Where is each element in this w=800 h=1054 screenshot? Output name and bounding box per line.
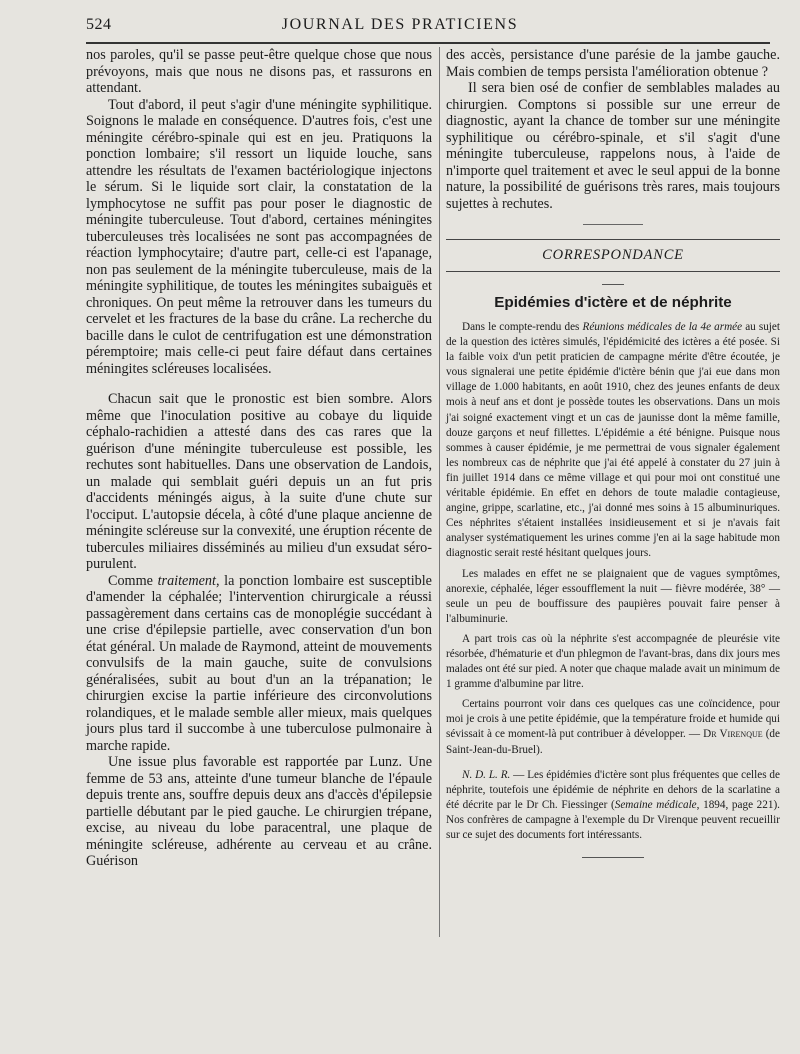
editor-note-lead: — Les épidémies d'ictère sont plus fréquentes que celles de néphrite, toutefois une épidémie de néphrite en dehors de la scarlatine a été décrite par le Dr Ch. Fiessinger ( [446,768,780,811]
letter-p4-body: Certains pourront voir dans ces quelques cas une coïncidence, pour moi je crois à une petite épidémie, que la température froide et humide qui sévissait à ce moment-là put contribuer à développer. — [446,698,780,741]
p4-body: , la ponction lombaire est susceptible d'amender la céphalée; l'intervention chirurgicale a réussi passagèrement dans certains cas de monoplégie succédant à une crise d'épilepsie partielle, avec conservation d'un bon état général. Un malade de Raymond, atteint de mouvements convulsifs de la main gauche, suite de convulsions généralisées, subit au bout d'un an la trépanation; le chirurgien excise la partie inférieure des circonvolutions rolandiques, et le malade semble aller mieux, mais quelques jours plus tard il succombe à une tuberculose pulmonaire à marche rapide. [86,572,432,754]
journal-title: JOURNAL DES PRATICIENS [281,16,519,33]
left-column [86,47,432,870]
paragraph-gap [86,377,432,391]
section-separator [583,224,643,225]
p4-lead: Comme [108,572,158,589]
article-title: Epidémies d'ictère et de néphrite [494,294,732,311]
column-divider [439,47,440,937]
title-ornament [602,284,624,285]
right-paragraph-1: des accès, persistance d'une parésie de la jambe gauche. Mais combien de temps persista l'amélioration obtenue ? [446,47,780,80]
letter-signature-place: (de Saint-Jean-du-Bruel). [446,728,780,756]
letter-paragraph-1 [446,320,780,562]
letter-paragraph-4 [446,697,780,757]
editor-note-body: , 1894, page 221). Nos confrères de campagne à l'exemple du Dr Virenque peuvent recueillir sur ce sujet des documents fort intéressants. [446,798,780,841]
letter-p1-body: au sujet de la question des ictères simulés, l'épidémicité des ictères a été posée. Si la faible voix d'un petit praticien de campagne mérite d'être écoutée, je vous signalerai une petite épidémie d'ictère bénin que j'ai eue dans mon village de 1.000 habitants, en août 1910, chez des jeunes enfants de deux mois à neuf ans et dont je possède toutes les observations. Dans un mois j'ai soigné exactement vingt et un cas de jaunisse dont la même famille, douze garçons et neuf fillettes. L'épidémie a été bénigne. Puisque nous sommes à causer épidémie, je me permettrai de vous signaler également les nombreux cas de néphrite que j'ai été appelé à constater du 27 juin à fin juillet 1914 dans ce même village et qui pour moi ont constitué une véritable épidémie. En effet en dehors de toute maladie contagieuse, angine, grippe, scarlatine, etc., j'ai donné mes soins à 15 albuminuriques. Ces néphrites s'étaient installées insidieusement et si je n'avais fait analyser systématiquement les urines comme j'en ai la sage habitude mon diagnostic serait resté hésitant quelques jours. [446,321,780,560]
right-paragraph-2: Il sera bien osé de confier de semblables malades au chirurgien. Comptons si possible sur une erreur de diagnostic, ayant la chance de tomber sur une méningite syphilitique ou cérébro-spinale, et s'il s'agit d'une méningite tuberculeuse, rappelons nous, à l'aide de n'importe quel traitement et avec le seul appui de la bonne nature, la possibilité de guérisons très rares, mais toujours sujettes à rechutes. [446,80,780,212]
page-number: 524 [86,16,112,33]
left-paragraph-4 [86,573,432,755]
section-heading: CORRESPONDANCE [446,239,780,272]
left-paragraph-5: Une issue plus favorable est rapportée par Lunz. Une femme de 53 ans, atteinte d'une tumeur blanche de l'épaule depuis trente ans, souffre depuis deux ans d'accès d'épilepsie partielle débutant par le pied gauche. Le chirurgien trépane, excise, au niveau du lobe paracentral, une plaque de méningite scléreuse, adhérente au cerveau et au crâne. Guérison [86,754,432,869]
p4-italic-term: traitement [157,572,216,589]
letter-p1-italic: Réunions médicales de la 4e armée [582,321,743,333]
right-top-text [446,47,780,212]
left-paragraph-1: nos paroles, qu'il se passe peut-être quelque chose que nous prévoyons, mais que nous ne disons pas, et rassurons en attendant. [86,47,432,96]
left-paragraph-3: Chacun sait que le pronostic est bien sombre. Alors même que l'inoculation positive au cobaye du liquide céphalo-rachidien a attesté dans des cas rares que la guérison d'une méningite tuberculeuse est possible, les rechutes sont habituelles. Dans une observation de Landois, un malade qui semblait guéri depuis un an fut pris d'accidents méningés aigus, à la suite d'une chute sur l'occiput. L'autopsie décela, à côté d'une plaque ancienne de méningite scléreuse sur la convexité, une éruption récente de tubercules miliaires disséminés au milieu d'un exsudat séro-purulent. [86,391,432,572]
letter-p1-lead: Dans le compte-rendu des [462,321,583,333]
end-rule [582,857,644,858]
left-paragraph-2: Tout d'abord, il peut s'agir d'une méningite syphilitique. Soignons le malade en conséquence. D'autres fois, c'est une méningite cérébro-spinale qui est en jeu. Pratiquons la ponction lombaire; s'il ressort un liquide louche, sans attendre les résultats de l'examen bactériologique injectons le sérum. Si le liquide sort clair, la constatation de la lymphocytose ne suffit pas pour poser le diagnostic de méningite tuberculeuse. Tout d'abord, certaines méningites tuberculeuses très localisées ne sont pas accompagnées de réaction lymphocytaire; d'autre part, celle-ci est l'apanage, non pas seulement de la méningite tuberculeuse, mais de la méningite syphilitique, de toutes les méningites subaiguës et chroniques. On peut même la retrouver dans les tumeurs du cervelet et les fractures de la base du crâne. La recherche du bacille dans le culot de centrifugation est une démonstration péremptoire; mais celle-ci peut faire défaut dans certaines méningites scléreuses localisées. [86,96,432,377]
editor-note [446,768,780,843]
editor-note-label: N. D. L. R. [462,768,511,781]
letter-paragraph-2: Les malades en effet ne se plaignaient que de vagues symptômes, anorexie, céphalée, léger essoufflement la nuit — fièvre modérée, 38° — seule un peu de bouffissure des paupières pouvait faire penser à l'albuminurie. [446,567,780,625]
editor-note-italic: Semaine médicale [614,798,697,811]
right-column [446,47,780,858]
correspondence-body [446,320,780,843]
letter-signature: Dr Virenque [703,728,763,741]
running-head [0,0,800,44]
header-rule [86,42,770,44]
letter-paragraph-3: A part trois cas où la néphrite s'est accompagnée de pleurésie vite résorbée, d'hématurie et d'un phlegmon de l'avant-bras, dans dix jours mes malades ont été sur pied. A noter que chaque malade avait un minimum de 1 gramme d'albumine par litre. [446,632,780,691]
